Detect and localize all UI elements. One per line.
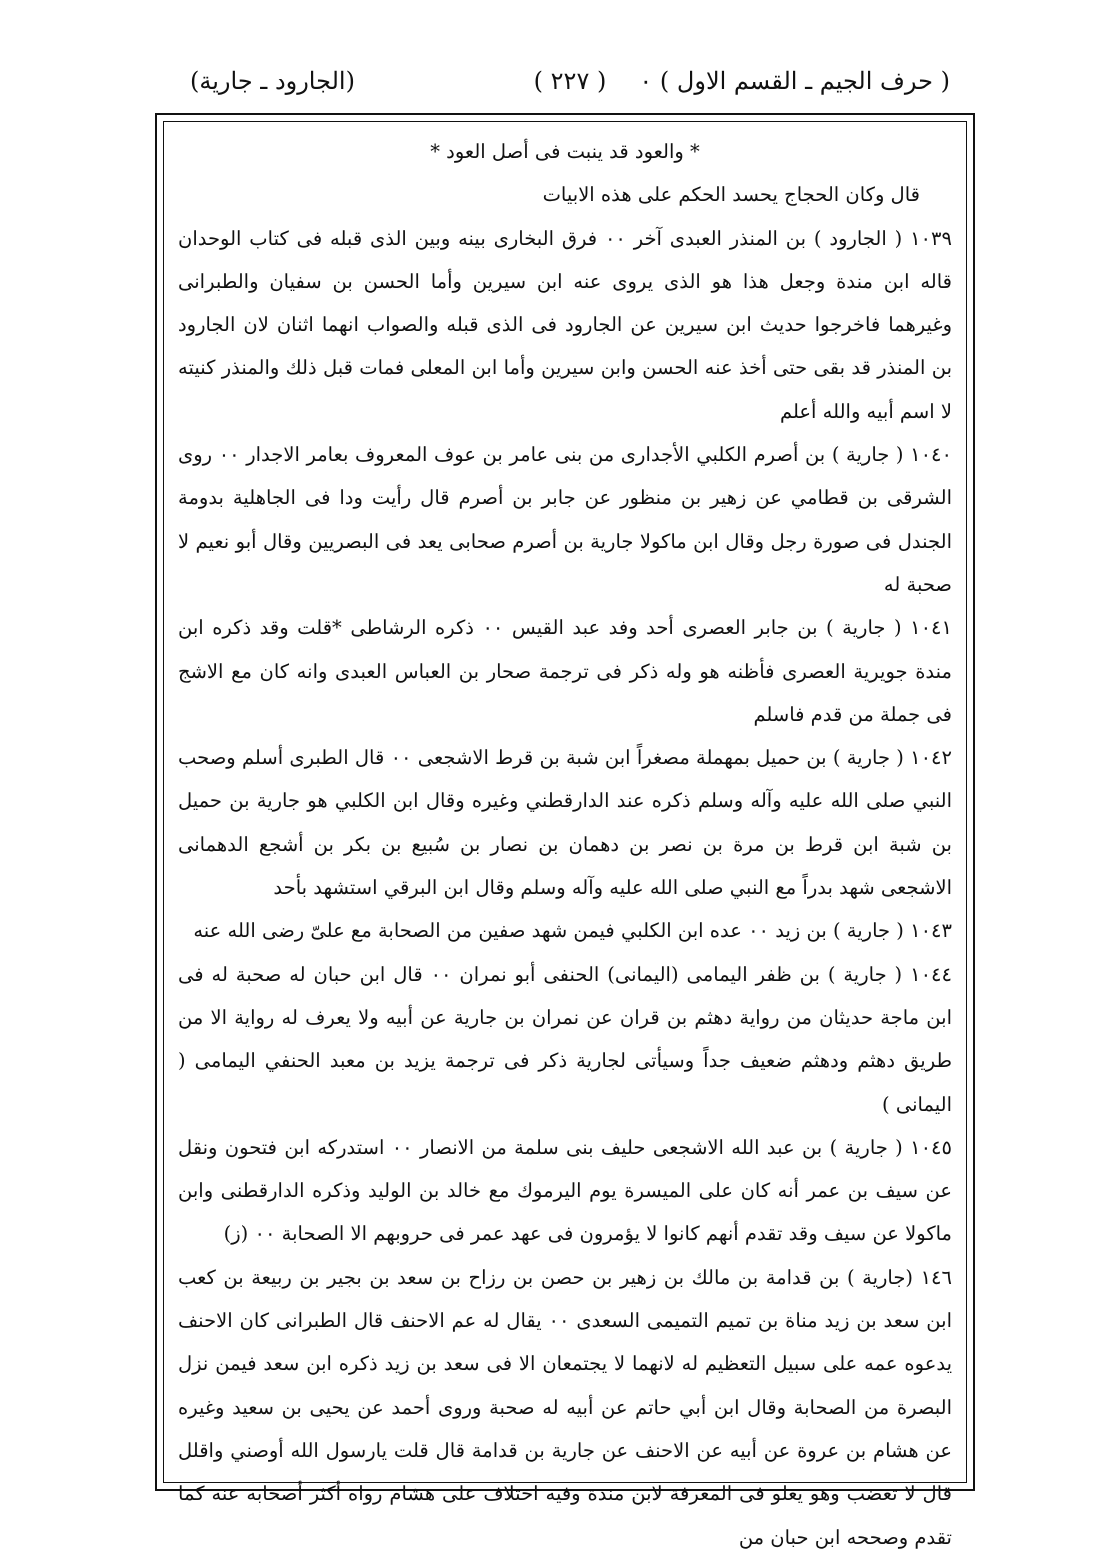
entry-text: بن قدامة بن مالك بن زهير بن حصن بن رزاح بن سعد بن بجير بن ربيعة بن كعب ابن سعد بن زيد مناة بن تميم التميمى السعدى ٠٠ يقال له عم الاحنف قال الطبرانى كان الاحنف يدعوه عمه على سبيل التعظيم له لانهما لا يجتمعان الا فى سعد بن زيد ذكره ابن سعد فيمن نزل البصرة من الصحابة وقال ابن أبي حاتم عن أبيه له صحبة وروى أحمد عن يحيى بن سعيد وغيره عن هشام بن عروة عن أبيه عن الاحنف عن جارية بن قدامة قال قلت يارسول الله أوصني واقلل قال لا تغضب وهو يعلو فى المعرفة لابن مندة وفيه اختلاف على هشام رواه أكثر أصحابه عنه كما تقدم وصححه ابن حبان من [178, 1265, 952, 1549]
entry-name: ( الجارود ) [813, 226, 903, 250]
entry-number: ١٠٤٤ [910, 962, 952, 986]
entry-1039 [178, 217, 952, 433]
entry-text: بن المنذر العبدى آخر ٠٠ فرق البخارى بينه وبين الذى قبله فى كتاب الوحدان قاله ابن مندة وجعل هذا هو الذى يروى عنه ابن سيرين وأما الحسن بن سفيان والطبرانى وغيرهما فاخرجوا حديث ابن سيرين عن الجارود فى الذى قبله والصواب انهما اثنان لان الجارود بن المنذر قد بقى حتى أخذ عنه الحسن وابن سيرين وأما ابن المعلى فمات قبل ذلك والمنذر كنيته لا اسم أبيه والله أعلم [178, 226, 952, 423]
verse-line: * والعود قد ينبت فى أصل العود * [430, 140, 700, 163]
entry-text: بن ظفر اليمامى (اليمانى) الحنفى أبو نمران ٠٠ قال ابن حبان له صحبة له فى ابن ماجة حديثان من رواية دهثم بن قران عن نمران بن جارية عن أبيه ولا يعرف له رواية الا من طريق دهثم ودهثم ضعيف جداً وسيأتى لجارية ذكر فى ترجمة يزيد بن معبد الحنفي اليمامى ( اليمانى ) [178, 962, 952, 1116]
entry-number: ١٤٦ [920, 1265, 952, 1289]
entry-name: (جارية ) [846, 1265, 914, 1289]
entry-name: ( جارية ) [829, 1135, 903, 1159]
entry-1041 [178, 606, 952, 736]
entry-text: بن عبد الله الاشجعى حليف بنى سلمة من الانصار ٠٠ استدركه ابن فتحون ونقل عن سيف بن عمر أنه كان على الميسرة يوم اليرموك مع خالد بن الوليد وذكره الدارقطنى وابن ماكولا عن سيف وقد تقدم أنهم كانوا لا يؤمرون فى عهد عمر فى حروبهم الا الصحابة ٠٠ (ز) [178, 1135, 952, 1246]
entry-number: ١٠٤٥ [910, 1135, 952, 1159]
entry-name: ( جارية ) [827, 962, 903, 986]
entry-text: بن أصرم الكلبي الأجدارى من بنى عامر بن عوف المعروف بعامر الاجدار ٠٠ روى الشرقى بن قطامي عن زهير بن منظور عن جابر بن أصرم قال رأيت ودا فى الجاهلية بدومة الجندل فى صورة رجل وقال ابن ماكولا جارية بن أصرم صحابى يعد فى البصريين وقال أبو نعيم لا صحبة له [178, 443, 952, 596]
entry-number: ١٠٣٩ [910, 226, 952, 250]
entry-text: بن جابر العصرى أحد وفد عبد القيس ٠٠ ذكره الرشاطى *قلت وقد ذكره ابن مندة جويرية العصرى فأظنه هو وله ذكر فى ترجمة صحار بن العباس العبدى وانه كان مع الاشج فى جملة من قدم فاسلم [178, 616, 952, 726]
entry-number: ١٠٤٢ [910, 746, 953, 770]
entry-1042 [178, 736, 952, 909]
intro-line: قال وكان الحجاج يحسد الحكم على هذه الابيات [542, 183, 920, 207]
entry-name: ( جارية ) [831, 443, 904, 467]
entry-number: ١٠٤٣ [910, 919, 952, 943]
entry-1044 [178, 953, 952, 1126]
entry-number: ١٠٤٠ [910, 443, 953, 467]
entry-1040 [178, 433, 952, 606]
page-body [178, 130, 952, 1559]
page-number: ( ٢٢٧ ) [533, 67, 607, 95]
entry-text: بن حميل بمهملة مصغراً ابن شبة بن قرط الاشجعى ٠٠ قال الطبرى أسلم وصحب النبي صلى الله عليه وآله وسلم ذكره عند الدارقطني وغيره وقال ابن الكلبي هو جارية بن حميل بن شبة ابن قرط بن مرة بن نصر بن دهمان بن نصار بن سُبيع بن بكر بن أشجع الدهمانى الاشجعى شهد بدراً مع النبي صلى الله عليه وآله وسلم وقال ابن البرقي استشهد بأحد [178, 746, 952, 900]
entry-number: ١٠٤١ [910, 616, 952, 640]
entry-name: ( جارية ) [832, 919, 904, 943]
entry-1045 [178, 1126, 952, 1256]
entry-name: ( جارية ) [832, 746, 904, 770]
entry-name: ( جارية ) [826, 616, 902, 640]
entry-1046 [178, 1256, 952, 1559]
page-topic: (الجارود ـ جارية) [190, 67, 355, 95]
running-head [190, 58, 950, 104]
entry-1043 [178, 909, 952, 952]
section-title: ( حرف الجيم ـ القسم الاول ) ٠ [639, 67, 950, 95]
entry-text: بن زيد ٠٠ عده ابن الكلبي فيمن شهد صفين من الصحابة مع علىّ رضى الله عنه [193, 919, 827, 943]
